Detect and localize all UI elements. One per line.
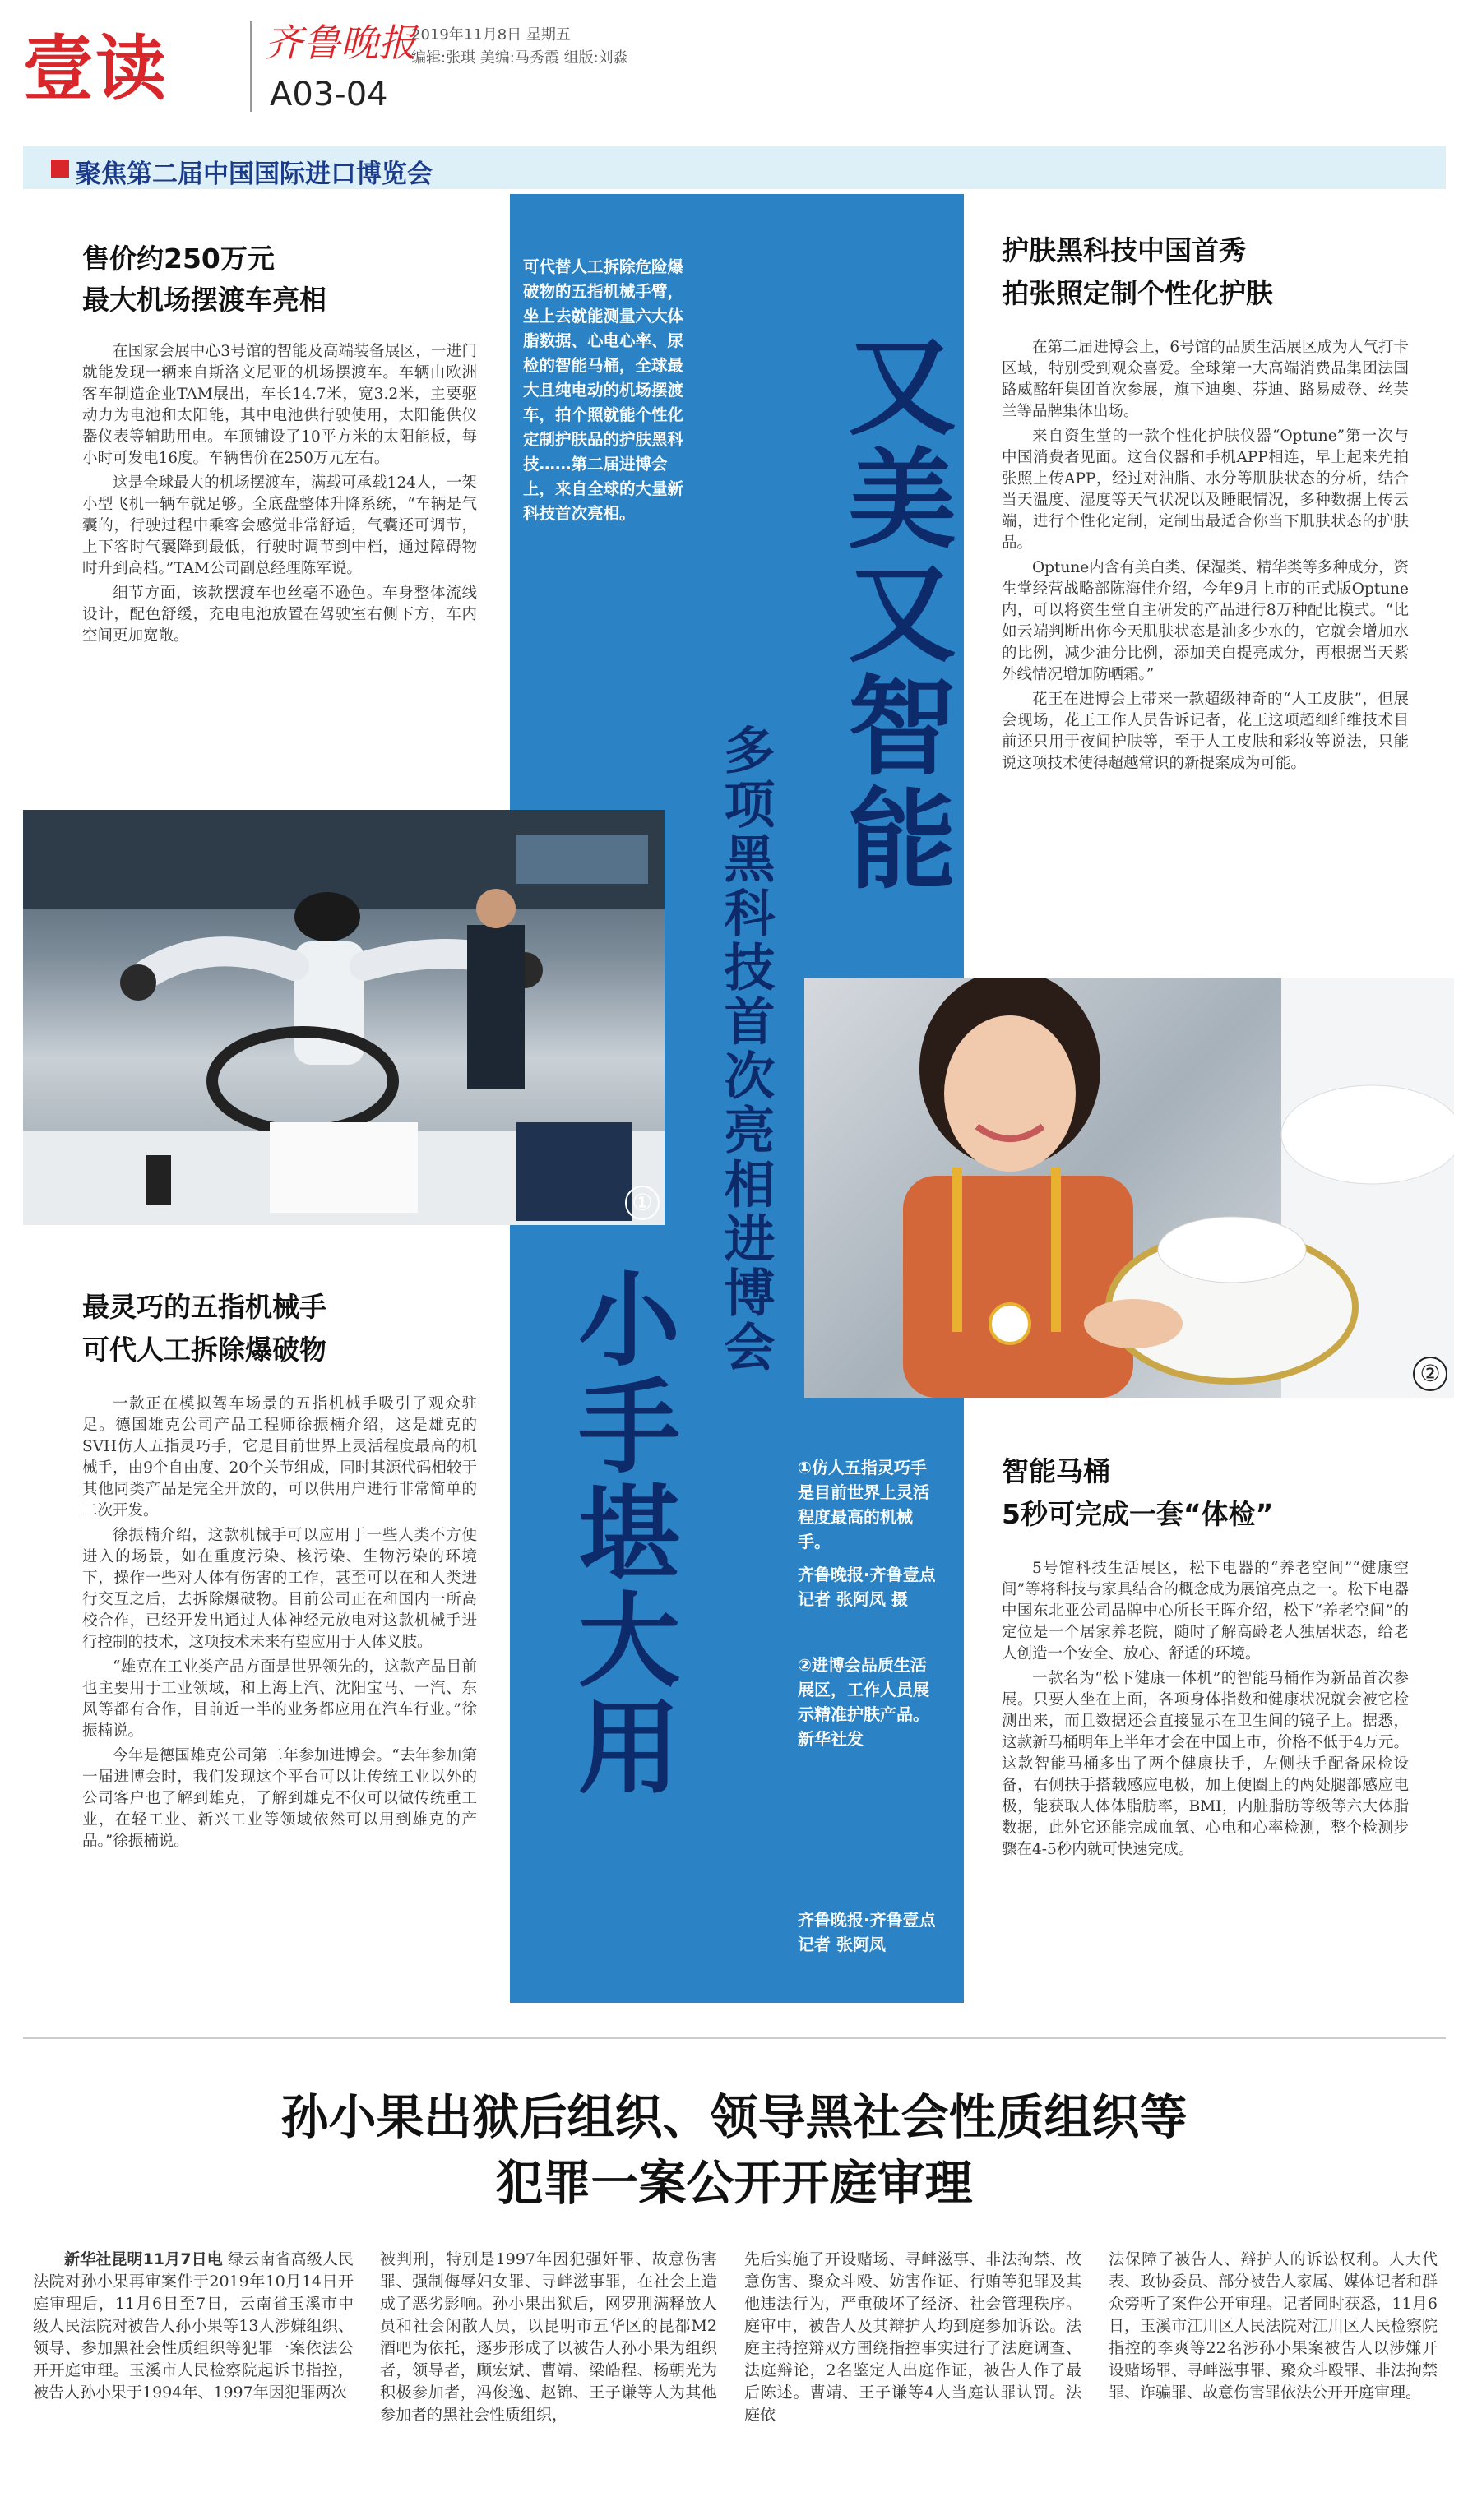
masthead-divider <box>250 21 252 112</box>
skin-headline-1: 护肤黑科技中国首秀 <box>1002 234 1246 266</box>
feature-title-1: 又美又智能 <box>829 329 956 896</box>
bus-article <box>82 341 477 647</box>
hand-paragraph: 一款正在模拟驾车场景的五指机械手吸引了观众驻足。德国雄克公司产品工程师徐振楠介绍，这是雄克的SVH仿人五指灵巧手，它是目前世界上灵活程度最高的机械手，由9个自由度、20个关节组成，同时其源代码相较于其他同类产品是完全开放的，可以供用户进行非常简单的二次开发。 <box>82 1395 477 1519</box>
section-divider <box>23 2037 1446 2039</box>
photo1-caption: ①仿人五指灵巧手是目前世界上灵活程度最高的机械手。 <box>798 1458 929 1551</box>
bus-headline-2: 最大机场摆渡车亮相 <box>82 284 326 316</box>
photo2-marker: ② <box>1413 1357 1447 1391</box>
toilet-article <box>1002 1558 1409 1861</box>
issue-date: 2019年11月8日 星期五 <box>411 26 571 44</box>
skin-paragraph: 来自资生堂的一款个性化护肤仪器“Optune”第一次与中国消费者见面。这台仪器和手机APP相连，早上起来先拍张照上传APP，经过对油脂、水分等肌肤状态的分析，结合当天温度、湿度等天气状况以及睡眠情况，多种数据上传云端，进行个性化定制，定制出最适合你当下肌肤状态的护肤品。 <box>1002 428 1409 552</box>
bus-paragraph: 这是全球最大的机场摆渡车，满载可承载124人，一架小型飞机一辆车就足够。全底盘整体升降系统，“车辆是气囊的，行驶过程中乘客会感觉非常舒适，气囊还可调节，上下客时气囊降到最低，行驶时调节到中档，通过障碍物时升到高档。”TAM公司副总经理陈军说。 <box>82 474 477 577</box>
bus-headline-1: 售价约250万元 <box>82 243 275 275</box>
toilet-headline-1: 智能马桶 <box>1002 1455 1110 1487</box>
robot-illustration <box>23 810 665 1225</box>
photo1-marker: ① <box>625 1186 660 1220</box>
feature-intro: 可代替人工拆除危险爆破物的五指机械手臂，坐上去就能测量六大体脂数据、心电心率、尿检的智能马桶，全球最大且纯电动的机场摆渡车，拍个照就能个性化定制护肤品的护肤黑科技……第二届进博会上，来自全球的大量新科技首次亮相。 <box>523 257 684 523</box>
photo2-caption: ②进博会品质生活展区，工作人员展示精准护肤产品。新华社发 <box>798 1655 929 1749</box>
skin-paragraph: 在第二届进博会上，6号馆的品质生活展区成为人气打卡区域，特别受到观众喜爱。全球第一大高端消费品集团法国路威酩轩集团首次参展，旗下迪奥、芬迪、路易威登、丝芙兰等品牌集体出场。 <box>1002 339 1409 420</box>
lower-text-1: 绿云南省高级人民法院对孙小果再审案件于2019年10月14日开庭审理后，11月6日至7日，云南省玉溪市中级人民法院对被告人孙小果等13人涉嫌组织、领导、参加黑社会性质组织等犯罪一案依法公开开庭审理。玉溪市人民检察院起诉书指控，被告人孙小果于1994年、1997年因犯罪两次 <box>33 2250 354 2402</box>
skincare-illustration <box>804 978 1454 1398</box>
lower-column-1 <box>33 2249 354 2404</box>
topic-square-icon <box>51 160 69 178</box>
feature-title-2: 小手堪大用 <box>561 1266 679 1801</box>
hand-paragraph: “雄克在工业类产品方面是世界领先的，这款产品目前也主要用于工业领域，和上海上汽、沈阳宝马、一汽、东风等都有合作，目前近一半的业务都应用在汽车行业。”徐振楠说。 <box>82 1658 477 1740</box>
skin-article <box>1002 337 1409 774</box>
toilet-paragraph: 一款名为“松下健康一体机”的智能马桶作为新品首次参展。只要人坐在上面，各项身体指数和健康状况就会被它检测出来，而且数据还会直接显示在卫生间的镜子上。据悉，这款新马桶明年上半年才会在中国上市，价格不低于4万元。这款智能马桶多出了两个健康扶手，左侧扶手配备尿检设备，右侧扶手搭载感应电极，加上便圈上的两处腿部感应电极，能获取人体体脂肪率，BMI，内脏脂肪等级等六大体脂数据，此外它还能完成血氧、心电和心率检测，整个检测步骤在4-5秒内就可快速完成。 <box>1002 1670 1409 1858</box>
dateline: 新华社昆明11月7日电 <box>64 2250 223 2268</box>
bus-paragraph: 在国家会展中心3号馆的智能及高端装备展区，一进门就能发现一辆来自斯洛文尼亚的机场摆渡车。车辆由欧洲客车制造企业TAM展出，车长14.7米，宽3.2米，主要驱动力为电池和太阳能，其中电池供行驶使用，太阳能供仪器仪表等辅助用电。车顶铺设了10平方米的太阳能板，每小时可发电16度。车辆售价在250万元左右。 <box>82 343 477 467</box>
skin-paragraph: Optune内含有美白类、保湿类、精华类等多种成分，资生堂经营战略部陈海佳介绍，今年9月上市的正式版Optune内，可以将资生堂自主研发的产品进行8万种配比模式。“比如云端判断出你今天肌肤状态是油多少水的，它就会增加水的比例，减少油分比例，添加美白提亮成分，再根据当天紫外线情况增加防晒霜。” <box>1002 559 1409 683</box>
lower-text-2: 被判刑，特别是1997年因犯强奸罪、故意伤害罪、强制侮辱妇女罪、寻衅滋事罪，在社会上造成了恶劣影响。孙小果出狱后，网罗刑满释放人员和社会闲散人员，以昆明市五华区的昆都M2酒吧为依托，逐步形成了以被告人孙小果为组织者，领导者，顾宏斌、曹靖、梁皓程、杨朝光为积极参加者，冯俊逸、赵锦、王子谦等人为其他参加者的黑社会性质组织， <box>380 2250 717 2424</box>
lower-column-3 <box>744 2249 1081 2426</box>
lower-text-3: 先后实施了开设赌场、寻衅滋事、非法拘禁、故意伤害、聚众斗殴、妨害作证、行贿等犯罪及其他违法行为，严重破坏了经济、社会管理秩序。庭审中，被告人及其辩护人均到庭参加诉讼。法庭主持控辩双方围绕指控事实进行了法庭调查、法庭辩论，2名鉴定人出庭作证，被告人作了最后陈述。曹靖、王子谦等4人当庭认罪认罚。法庭依 <box>744 2250 1081 2424</box>
lower-column-2 <box>380 2249 717 2426</box>
hand-paragraph: 徐振楠介绍，这款机械手可以应用于一些人类不方便进入的场景，如在重度污染、核污染、生物污染的环境下，操作一些对人体有伤害的工作，甚至可以在和人类进行交互之后，去拆除爆破物。目前公司正在和国内一所高校合作，已经开发出通过人体神经元放电对这款机械手进行控制的技术，这项技术未来有望应用于人体义肢。 <box>82 1527 477 1651</box>
lower-column-4 <box>1109 2249 1438 2404</box>
newspaper-name: 齐鲁晚报 <box>265 21 416 65</box>
editor-credits: 编辑:张琪 美编:马秀霞 组版:刘淼 <box>411 49 628 67</box>
photo2-credit: 齐鲁晚报·齐鲁壹点记者 张阿凤 <box>798 1910 936 1954</box>
bus-paragraph: 细节方面，该款摆渡车也丝毫不逊色。车身整体流线设计，配色舒缓，充电电池放置在驾驶室右侧下方，车内空间更加宽敞。 <box>82 585 477 645</box>
hand-article <box>82 1394 477 1852</box>
photo1-credit: 齐鲁晚报·齐鲁壹点记者 张阿凤 摄 <box>798 1565 936 1609</box>
lower-title-line-1: 孙小果出狱后组织、领导黑社会性质组织等 <box>280 2089 1188 2145</box>
feature-subtitle: 多项黑科技首次亮相进博会 <box>715 724 776 1375</box>
brand-name: 壹读 <box>23 28 168 110</box>
skin-paragraph: 花王在进博会上带来一款超级神奇的“人工皮肤”，但展会现场，花王工作人员告诉记者，花王这项超细纤维技术目前还只用于夜间护肤等，至于人工皮肤和彩妆等说法，只能说这项技术使得超越常识的新提案成为可能。 <box>1002 691 1409 772</box>
skin-headline-2: 拍张照定制个性化护肤 <box>1002 277 1273 309</box>
topic-title: 聚焦第二届中国国际进口博览会 <box>76 160 433 189</box>
skincare-photo <box>804 978 1454 1398</box>
lower-text-4: 法保障了被告人、辩护人的诉讼权利。人大代表、政协委员、部分被告人家属、媒体记者和群众旁听了案件公开审理。记者同时获悉，11月6日，玉溪市江川区人民法院对江川区人民检察院指控的李爽等22名涉孙小果案被告人以涉嫌开设赌场罪、寻衅滋事罪、聚众斗殴罪、非法拘禁罪、诈骗罪、故意伤害罪依法公开开庭审理。 <box>1109 2250 1438 2402</box>
robot-hand-photo <box>23 810 665 1225</box>
hand-headline-1: 最灵巧的五指机械手 <box>82 1291 326 1323</box>
page-number: A03-04 <box>270 76 388 113</box>
hand-paragraph: 今年是德国雄克公司第二年参加进博会。“去年参加第一届进博会时，我们发现这个平台可以让传统工业以外的公司客户也了解到雄克，了解到雄克不仅可以做传统重工业，在轻工业、新兴工业等领域依然可以用到雄克的产品。”徐振楠说。 <box>82 1747 477 1850</box>
toilet-headline-2: 5秒可完成一套“体检” <box>1002 1498 1274 1530</box>
lower-title-line-2: 犯罪一案公开开庭审理 <box>495 2155 973 2211</box>
toilet-paragraph: 5号馆科技生活展区，松下电器的“养老空间”“健康空间”等将科技与家具结合的概念成为展馆亮点之一。松下电器中国东北亚公司品牌中心所长王晖介绍，松下“养老空间”的定位是一个居家养老院，随时了解高龄老人独居状态，给老人创造一个安全、放心、舒适的环境。 <box>1002 1560 1409 1662</box>
hand-headline-2: 可代人工拆除爆破物 <box>82 1334 326 1366</box>
